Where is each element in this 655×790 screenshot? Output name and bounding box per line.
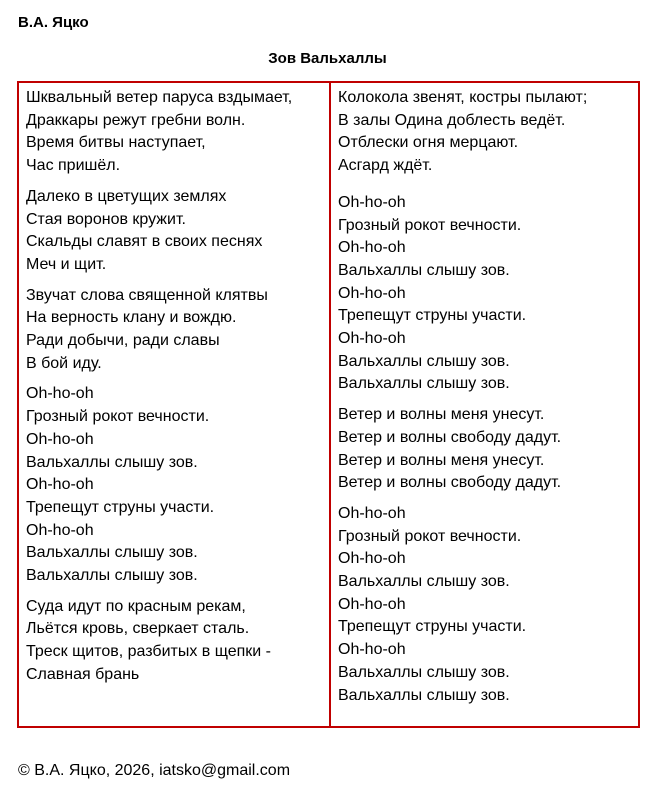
poem-line: Oh-ho-oh xyxy=(26,476,94,494)
poem-line: Треск щитов, разбитых в щепки - xyxy=(26,643,272,661)
poem-line: Меч и щит. xyxy=(26,255,107,273)
poem-line: Стая воронов кружит. xyxy=(26,210,186,228)
poem-line: Льётся кровь, сверкает сталь. xyxy=(26,620,250,638)
stanza xyxy=(338,404,638,495)
poem-line: Далеко в цветущих землях xyxy=(26,187,227,205)
poem-line: Oh-ho-oh xyxy=(26,521,94,539)
poem-line: Славная брань xyxy=(26,665,140,683)
poem-line: На верность клану и вождю. xyxy=(26,309,237,327)
stanza xyxy=(338,503,638,707)
poem-line: Суда идут по красным рекам, xyxy=(26,597,246,615)
poem-line: Колокола звенят, костры пылают; xyxy=(338,89,588,106)
stanza xyxy=(26,383,329,587)
poem-line: Oh-ho-oh xyxy=(338,641,406,659)
poem-line: Время битвы наступает, xyxy=(26,134,206,152)
poem-line: Вальхаллы слышу зов. xyxy=(338,352,510,370)
stanza xyxy=(26,186,329,277)
poem-column-right xyxy=(331,83,638,726)
stanza xyxy=(26,596,329,687)
poem-line: Вальхаллы слышу зов. xyxy=(26,544,198,562)
stanza xyxy=(26,87,329,178)
poem-line: Oh-ho-oh xyxy=(338,284,406,302)
poem-title: Зов Вальхаллы xyxy=(268,50,387,67)
poem-line: Звучат слова священной клятвы xyxy=(26,286,268,304)
stanza xyxy=(338,87,638,178)
poem-line: Вальхаллы слышу зов. xyxy=(338,261,510,279)
poem-line: Трепещут струны участи. xyxy=(26,498,215,516)
poem-line: Асгард ждёт. xyxy=(338,157,433,175)
stanza xyxy=(26,285,329,376)
poem-line: Вальхаллы слышу зов. xyxy=(26,567,198,585)
poem-line: Ветер и волны свободу дадут. xyxy=(338,428,562,446)
poem-line: Грозный рокот вечности. xyxy=(338,527,522,545)
poem-line: Трепещут струны участи. xyxy=(338,618,527,636)
stanza xyxy=(338,192,638,396)
copyright-footer: © В.А. Яцко, 2026, iatsko@gmail.com xyxy=(18,762,291,779)
poem-line: В залы Одина доблесть ведёт. xyxy=(338,111,566,129)
poem-line: Oh-ho-oh xyxy=(338,193,406,211)
poem-line: Вальхаллы слышу зов. xyxy=(338,686,510,704)
poem-line: Oh-ho-oh xyxy=(26,430,94,448)
poem-line: Грозный рокот вечности. xyxy=(26,408,210,426)
poem-line: Ветер и волны свободу дадут. xyxy=(338,474,562,492)
poem-line: Ветер и волны меня унесут. xyxy=(338,451,545,469)
poem-line: Вальхаллы слышу зов. xyxy=(26,453,198,471)
poem-line: Грозный рокот вечности. xyxy=(338,216,522,234)
poem-line: Oh-ho-oh xyxy=(338,595,406,613)
poem-line: Отблески огня мерцают. xyxy=(338,134,519,152)
poem-line: Oh-ho-oh xyxy=(338,330,406,348)
poem-line: Ветер и волны меня унесут. xyxy=(338,406,545,424)
poem-line: Oh-ho-oh xyxy=(338,239,406,257)
poem-column-left xyxy=(19,83,331,726)
poem-line: Вальхаллы слышу зов. xyxy=(338,573,510,591)
poem-line: Oh-ho-oh xyxy=(338,504,406,522)
poem-line: Шквальный ветер паруса вздымает, xyxy=(26,89,293,106)
poem-line: Вальхаллы слышу зов. xyxy=(338,663,510,681)
author-name: В.А. Яцко xyxy=(18,14,89,31)
poem-line: Трепещут струны участи. xyxy=(338,307,527,325)
poem-line: Oh-ho-oh xyxy=(338,550,406,568)
poem-line: Драккары режут гребни волн. xyxy=(26,111,246,129)
poem-line: Скальды славят в своих песнях xyxy=(26,233,263,251)
poem-line: Ради добычи, ради славы xyxy=(26,332,220,350)
poem-table xyxy=(17,81,640,728)
poem-line: В бой иду. xyxy=(26,354,102,372)
poem-line: Oh-ho-oh xyxy=(26,385,94,403)
poem-line: Вальхаллы слышу зов. xyxy=(338,375,510,393)
poem-line: Час пришёл. xyxy=(26,157,121,175)
